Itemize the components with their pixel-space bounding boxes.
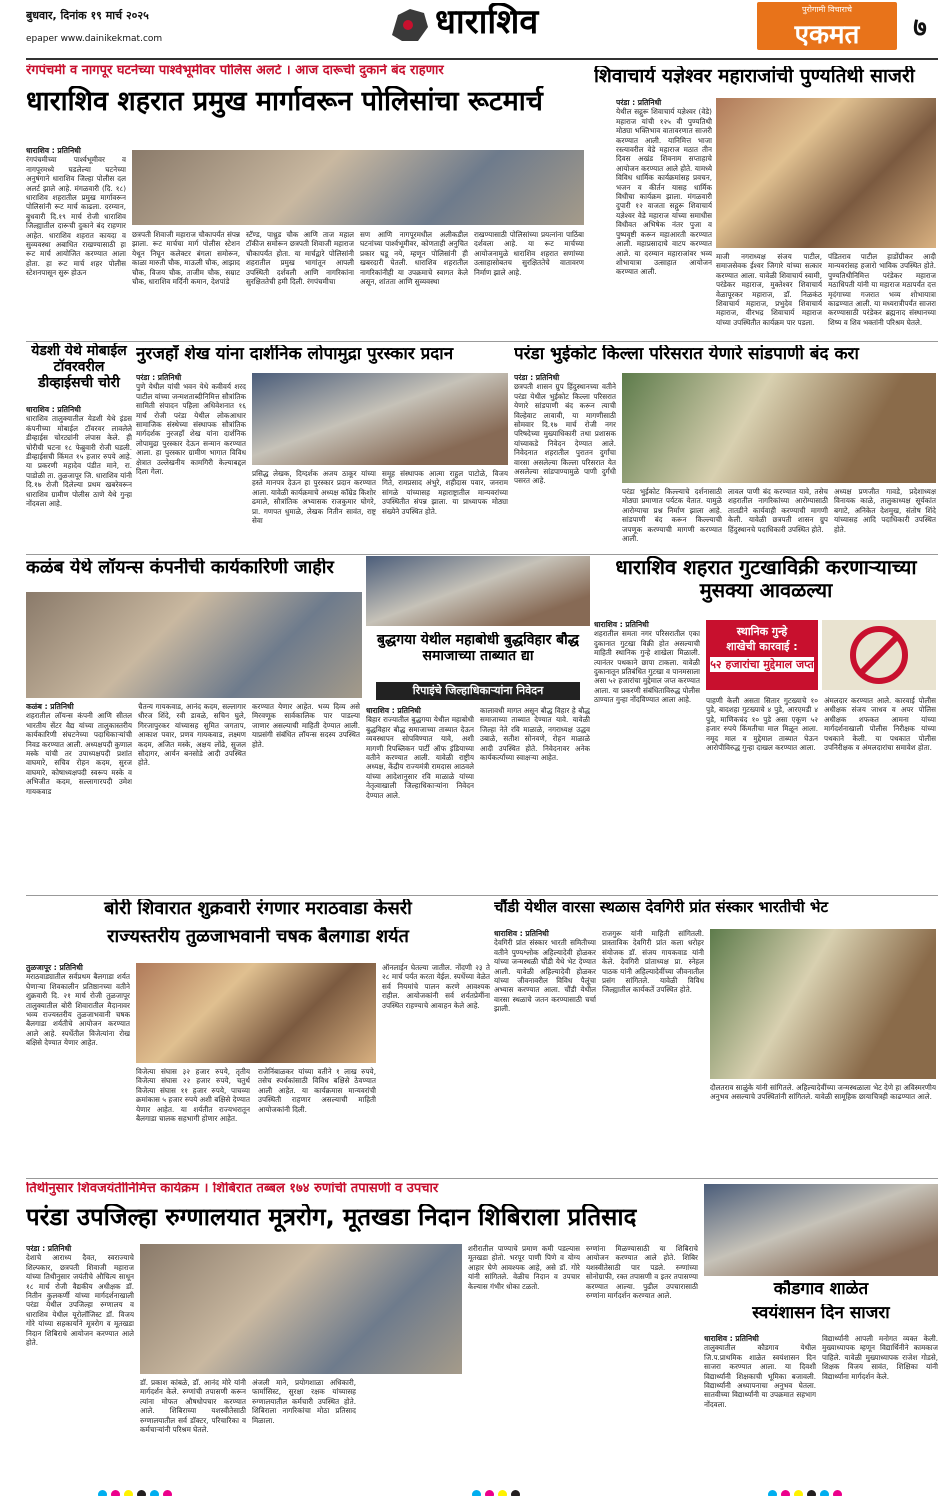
story-column [594,620,700,892]
brand-box [757,2,897,50]
masthead [0,0,945,60]
story-column: दौलतराव साळुंके यांनी सांगितले. अहिल्यादेवींच्या जन्मस्थळाला भेट देणे हा अविस्मरणीय अनुभव असल्याचे उपस्थितांनी सांगितले. यावेळी सामूहिक छायाचित्रही काढण्यात आले. [710,1083,936,1102]
epaper-url[interactable]: epaper www.dainikekmat.com [26,34,163,44]
story-body: शहरातील समता नगर परिसरातील एका दुकानात गुटखा विक्री होत असल्याची माहिती स्थानिक गुन्हे शाखेला मिळाली. त्यानंतर पथकाने छापा टाकला. यावेळी दुकानातून प्रतिबंधित गुटखा व पानमसाला असा ५२ हजारांचा मुद्देमाल जप्त करण्यात आला. या प्रकरणी संबंधिताविरुद्ध पोलीस ठाण्यात गुन्हा नोंदविण्यात आला आहे. [594,629,700,705]
page-number: ७ [913,13,927,43]
story-column: समूह संस्थापक आत्मा राहुल पाटोळे, विजय गिते, रामप्रसाद अंभुरे, शहीदास पवार, जनराम सांगळे यांच्यासह महाराष्ट्रातील मान्यवरांच्या उपस्थितीत संपन्न झाला. या प्राध्यापक मोठ्या संख्येने उपस्थित होते. [382,469,508,516]
edition-name: धाराशिव [435,3,539,42]
story-shivacharya [594,62,938,340]
callout-line: ५२ हजारांचा मुद्देमाल जप्त [710,658,814,671]
registration-marks-center [470,1484,590,1496]
photo-memorandum [622,373,936,483]
story-chondi-visit [494,897,938,1177]
story-body: रंगपंचमीच्या पार्श्वभूमीवर व नागपूरमध्ये घडलेल्या घटनेच्या अनुषंगाने धाराशिव जिल्हा पोलीस दल अलर्ट झाले आहे. मंगळवारी (दि. १८) धाराशिव शहरातील प्रमुख मार्गावरून पोलिसांनी रूट मार्च काढला. दरम्यान, बुधवारी दि.१९ मार्च रोजी धाराशिव जिल्ह्यातील दारूची दुकाने बंद राहणार आहेत. धाराशिव शहरात कायदा व सुव्यवस्था अबाधित राखण्यासाठी हा रूट मार्च आयोजित करण्यात आला होता. हा रूट मार्च शहर पोलीस स्टेशनपासून सुरू होऊन [26,155,126,278]
callout-line: शाखेची कारवाई : [726,640,798,653]
section-rule [26,341,938,342]
story-headline: कळंब येथे लॉयन्स कंपनीची कार्यकारिणी जाहीर [26,558,334,578]
byline: परंडा : प्रतिनिधी [136,373,182,382]
story-kicker: रंगपंचमी व नागपूर घटनेच्या पार्श्वभूमीवर पोलिस अलर्ट । आज दारूची दुकाने बंद राहणार [26,64,444,78]
story-column: राजगुरू यांनी माहिती सांगितली. प्रास्ताविक देवगिरी प्रांत कला धरोहर संयोजक डॉ. संजय गायकवाड यांनी केले. देवगिरी प्रांताध्यक्ष प्रा. स्नेहल पाठक यांनी अहिल्यादेवींच्या जीवनातील प्रसंग सांगितले. यावेळी विविध जिल्ह्यातील कार्यकर्ते उपस्थित होते. [602,929,704,995]
story-paranda-fort [514,343,938,553]
story-column: कालावधी मागत असून बौद्ध विहार हे बौद्ध समाजाच्या ताब्यात देण्यात यावे. यावेळी जिल्हा नेते रवि माळाळे, नगराध्यक्ष उद्धव उबाळे, सतीश सोनवणे, रोहन माळाळे आदी उपस्थित होते. निवेदनावर अनेक कार्यकर्त्यांच्या स्वाक्षऱ्या आहेत. [480,706,590,763]
section-rule [26,1178,938,1179]
byline: तुळजापूर : प्रतिनिधी [26,963,83,972]
callout-line: स्थानिक गुन्हे [736,625,788,638]
story-award [136,343,510,553]
story-column: राजेनिंबाळकर यांच्या वतीने १ लाख रुपये, तसेच स्पर्धकांसाठी विविध बक्षिसे ठेवण्यात आली आहेत. या कार्यक्रमास मान्यवरांची उपस्थिती राहणार असल्याची माहिती आयोजकांनी दिली. [258,1067,376,1114]
story-body: देवगिरी प्रांत संस्कार भारती समितीच्या वतीने पुण्यश्लोक अहिल्यादेवी होळकर यांच्या जन्मस्थळी चौंडी येथे भेट देण्यात आली. यावेळी अहिल्यादेवी होळकर यांच्या जीवनावरील विविध पैलूंचा अभ्यास करण्यात आला. चौंडी येथील वारसा स्थळाचे जतन करण्यासाठी चर्चा झाली. [494,938,596,1014]
story-headline: बुद्धगया येथील महाबोधी बुद्धविहार बौद्ध समाजाच्या ताब्यात द्या [377,632,579,665]
byline: धाराशिव : प्रतिनिधी [26,146,81,155]
story-headline: परंडा भुईकोट किल्ला परिसरात येणारे सांडपाणी बंद करा [514,345,859,364]
story-headline: बोरी शिवारात शुक्रवारी रंगणार मराठवाडा केसरी [104,899,412,919]
story-subhead: रिपाइंचे जिल्हाधिकाऱ्यांना निवेदन [376,682,580,700]
story-column: राखण्यासाठी पोलिसांच्या प्रयत्नांना पाठिंबा दर्शवला आहे. या रूट मार्चच्या आयोजनामुळे धाराशिव शहरात सणांच्या उत्साहासोबतच सुरक्षिततेचे वातावरण निर्माण झाले आहे. [474,230,584,277]
story-column [136,373,246,551]
story-headline: कौडगाव शाळेत [773,1280,869,1299]
section-rule [26,895,938,896]
photo-memorandum-group [366,556,590,626]
story-hospital-camp [26,1180,700,1480]
byline: धाराशिव : प्रतिनिधी [594,620,649,629]
photo-award-ceremony [252,373,508,465]
story-gutkha [594,556,938,894]
photo-chondi-group [710,929,936,1079]
story-column [704,1334,816,1478]
story-body: छत्रपती शासन ग्रुप हिंदुस्थानच्या वतीने परंडा येथील भुईकोट किल्ला परिसरात येणारे सांडपाणी बंद करून त्याची विल्हेवाट लावावी, या मागणीसाठी सोमवार दि.१७ मार्च रोजी नगर परिषदेच्या मुख्याधिकारी तथा प्रशासक यांच्याकडे निवेदन देण्यात आले. निवेदनात शहरातील पुरातन दुर्गांचा वारसा असलेल्या किल्ला परिसरात येत असलेल्या सांडपाण्यामुळे पाणी दुर्गंधी पसरत आहे. [514,382,616,486]
story-column [494,929,596,1175]
story-column: चैतन्य गायकवाड, आनंद कदम, सल्लागार धीरज शिंदे, रवी डावळे, सचिन घुले, गिरजापुरकर यांच्यासह सुमित जगताप, आकाश पवार, प्रणव गायकवाड, लक्ष्मण कदम, अजित मस्के, अक्षय लोंढे, सुजल सौदागर, आर्यन बनसोडे आदी उपस्थित होते. [138,702,246,768]
story-headline: धाराशिव शहरात गुटखाविक्री करणाऱ्याच्या मुसक्या आवळल्या [615,556,917,602]
story-tower-theft [26,343,132,553]
story-headline: चौंडी येथील वारसा स्थळास देवगिरी प्रांत संस्कार भारतीची भेट [494,899,829,916]
story-column [26,405,132,551]
story-column [26,146,126,336]
story-column: प्रसिद्ध लेखक, दिग्दर्शक अजय ठाकूर यांच्या हस्ते मानपत्र देऊन हा पुरस्कार प्रदान करण्यात आला. यावेळी कार्यक्रमाचे अध्यक्ष कॉम्रेड किशोर ढमाले, सौत्रांतिक अभ्यासक राजकुमार घोगरे, प्रा. गणपत धुमाळे, लेखक नितीन सावंत, राष्ट्र सेवा [252,469,376,526]
story-column [366,706,474,892]
byline: परंडा : प्रतिनिधी [616,98,662,107]
story-headline: शिवाचार्य यज्ञेश्वर महाराजांची पुण्यतिथी साजरी [594,66,915,87]
story-body: शहरातील लॉयन्स कंपनी आणि सीतल भारतीय सेंटर वैद्य यांच्या तालुकास्तरीय कार्यकारिणी संघटनेच्या पदाधिकाऱ्यांची निवड करण्यात आली. अध्यक्षपदी कुणाल मस्के यांची तर उपाध्यक्षपदी प्रशांत वाघमारे, सचिव रोहन कदम, सुरज वाघमारे, कोषाध्यक्षपदी स्वरूप मस्के व अभिजीत कदम, सल्लागारपदी उमेश गायकवाड [26,711,132,796]
story-column: अध्यक्ष प्रणजीत गावडे, प्रदेशाध्यक्ष विनायक काळे, तालुकाध्यक्ष सूर्यकांत बगाटे, अनिकेत देशमुख, संतोष शिंदे यांच्यासह आदि पदाधिकारी उपस्थित होते. [834,487,936,534]
section-rule [26,554,938,555]
story-column: विजेत्या संघास ३२ हजार रुपये, तृतीय विजेत्या संघास २२ हजार रुपये, चतुर्थ विजेत्या संघास ११ हजार रुपये, पाचव्या क्रमांकास ५ हजार रुपये अशी बक्षिसे देण्यात येणार आहेत. या शर्यतीत राज्यभरातून बैलगाडा चालक सहभागी होणार आहेत. [136,1067,250,1124]
photo-lions-group [26,592,362,698]
story-body: देशाचे आराध्य दैवत, स्वराज्याचे शिल्पकार, छत्रपती शिवाजी महाराज यांच्या तिथीनुसार जयंतीचे औचित्य साधून १८ मार्च रोजी वैद्यकीय अधीक्षक डॉ. नितीन कुलकर्णी यांच्या मार्गदर्शनाखाली परंडा येथील उपजिल्हा रुग्णालय व धाराशिव येथील यूरोलॉजिस्ट डॉ. विजय गोरे यांच्या सहकार्याने मूत्ररोग व मूतखडा निदान शिबिराचे आयोजन करण्यात आले होते. [26,1253,134,1348]
story-column [514,373,616,551]
story-body: धाराशिव तालुक्यातील येडशी येथे इंडस कंपनीच्या मोबाईल टॉवरवर लावलेले डीव्हाईस चोरट्यांनी लंपास केले. ही चोरीची घटना १८ फेब्रुवारी रोजी घडली. डीव्हाईसची किंमत १५ हजार रुपये आहे. या प्रकरणी महादेव पंडीत माने, रा. पाडोळी ता. तुळजापूर जि. धाराशिव यांनी दि.१७ रोजी दिलेल्या प्रथम खबरेवरून धाराशिव ग्रामीण पोलीस ठाणे येथे गुन्हा नोंदवला आहे. [26,414,132,509]
story-column [26,1244,134,1478]
photo-puja [716,98,936,248]
story-column: पाहणी केली असता सितार गुटख्याचे १० पुडे, बादशहा गुटख्याचे ४ पुडे, आरएमडी ४ पुडे, माणिकचंद १० पुडे असा एकूण ५२ हजार रुपये किंमतीचा माल मिळून आला. नमूद माल व मुद्देमाल ताब्यात घेऊन आरोपीविरुद्ध गुन्हा दाखल करण्यात आला. [706,696,818,753]
story-column [616,98,712,334]
story-bullock-race [26,897,490,1177]
story-body: बिहार राज्यातील बुद्धगया येथील महाबोधी बुद्धविहार बौद्ध समाजाच्या ताब्यात देऊन व्यवस्थापन सोपविण्यात यावे, अशी मागणी रिपब्लिकन पार्टी ऑफ इंडियाच्या वतीने करण्यात आली. यावेळी राष्ट्रीय अध्यक्ष, केंद्रीय राज्यमंत्री रामदास आठवले यांच्या आदेशानुसार रवि माळाळे यांच्या नेतृत्वाखाली जिल्हाधिकाऱ्यांना निवेदन देण्यात आले. [366,715,474,800]
story-body: येथील सद्गुरू शिवाचार्य यज्ञेश्वर (वेडे) महाराज यांची १२५ वी पुण्यतिथी मोठ्या भक्तिभाव वातावरणात साजरी करण्यात आली. यानिमित्त भाजा रस्त्यावरील वेडे महाराज मठात तीन दिवस अखंड शिवनाम सप्ताहाचे आयोजन करण्यात आले होते. यामध्ये विविध धार्मिक कार्यक्रमांसह प्रवचन, भजन व कीर्तन यासह धार्मिक विधीचा कार्यक्रम झाला. मंगळवारी दुपारी १२ वाजता सद्गुरू शिवाचार्य यज्ञेश्वर वेडे महाराज यांच्या समाधीस विधीवत अभिषेक नंतर पुजा व पुष्पवृष्टी करून महाआरती करण्यात आली. महाप्रसादाचे वाटप करण्यात आले. या दरम्यान महाराजांवर भव्य शोभायात्रा उत्साहात आयोजन करण्यात आली. [616,107,712,277]
story-body: तालुक्यातील कौडगाव येथील जि.प.प्राथमिक शाळेत स्वयंशासन दिन साजरा करण्यात आला. या दिवशी विद्यार्थ्यांनी शिक्षकाची भूमिका बजावली. विद्यार्थ्यांनी अध्यापनाचा अनुभव घेतला. सातवीच्या विद्यार्थ्यांनी या उपक्रमात सहभाग नोंदवला. [704,1343,816,1409]
byline: धाराशिव : प्रतिनिधी [704,1334,759,1343]
story-column: अंजली माने, प्रयोगशाळा अधिकारी, फार्मासिस्ट, सुरक्षा रक्षक यांच्यासह रुग्णालयातील कर्मचारी उपस्थित होते. शिबिराला नागरिकांचा मोठा प्रतिसाद मिळाला. [252,1378,356,1425]
story-lions-committee [26,556,362,894]
story-column: छत्रपती शिवाजी महाराज चौकापर्यंत संपन्न झाला. रूट मार्चचा मार्ग पोलीस स्टेशन येथून निघून कलेक्टर बंगला समोरून, काळा मारुती चौक, माऊली चौक, आझाद चौक, विजय चौक, ताजीम चौक, सम्राट चौक, धाराशिव मर्दिनी कमान, देशपांडे [132,230,240,287]
story-column: रुग्णांना मिळण्यासाठी या शिबिराचे आयोजन करण्यात आले होते. शिबिर यशस्वीतेसाठी पार पडले. रुग्णांच्या सोनोग्राफी, रक्त तपासणी व इतर तपासण्या करण्यात आल्या. पुढील उपचारासाठी रुग्णांना मार्गदर्शन करण्यात आले. [586,1244,698,1301]
story-school-selfgov [704,1180,938,1480]
story-column: सण आणि नागपूरमधील अलीकडील घटनांच्या पार्श्वभूमीवर, कोणताही अनुचित प्रकार घडू नये, म्हणून पोलिसांनी ही खबरदारी घेतली. धाराशिव शहरातील नागरिकांनीही या उपक्रमाचे स्वागत केले असून, शांतता आणि सुव्यवस्था [360,230,468,287]
story-column: शरीरातील पाण्याचे प्रमाण कमी पडल्यास मूतखडा होतो. भरपूर पाणी पिणे व योग्य आहार घेणे आवश्यक आहे, असे डॉ. गोरे यांनी सांगितले. वेळीच निदान व उपचार केल्यास गंभीर धोका टळतो. [468,1244,580,1291]
byline: धाराशिव : प्रतिनिधी [494,929,549,938]
story-column: माजी नगराध्यक्ष संजय पाटील, समाजसेवक ईश्वर जिगारे यांच्या सत्कार करण्यात आला. यावेळी शिवाचार्य स्वामी, परंडेकर महाराज, मुक्तेश्वर शिवाचार्य वेळापूरकर महाराज, डॉ. निळकंठ शिवाचार्य महाराज, प्रभुदेव शिवाचार्य महाराज, वीरभद्र शिवाचार्य महाराज यांच्या उपस्थितीत कार्यक्रम पार पडला. [716,252,822,327]
photo-bullock-race [136,963,376,1063]
story-column: लावल पाणी बंद करण्यात यावे, तसेच शहरातील नागरिकांच्या आरोग्यासाठी तातडीने कार्यवाही करण्याची मागणी केली. यावेळी छत्रपती शासन ग्रुप हिंदुस्थानचे पदाधिकारी उपस्थित होते. [728,487,828,534]
photo-school-students [704,1184,938,1276]
story-police-routemarch [26,62,588,340]
story-headline: धाराशिव शहरात प्रमुख मार्गावरून पोलिसांचा रूटमार्च [26,86,543,117]
story-headline: राज्यस्तरीय तुळजाभवानी चषक बैलगाडा शर्यत [107,927,409,947]
callout-box [706,620,818,690]
byline: परंडा : प्रतिनिधी [26,1244,72,1253]
byline: परंडा : प्रतिनिधी [514,373,560,382]
photo-police-march [132,150,584,225]
registration-marks-left [96,1484,256,1496]
story-headline: स्वयंशासन दिन साजरा [752,1304,890,1323]
story-column: विद्यार्थ्यांनी आपली मनोगत व्यक्त केली. मुख्याध्यापक म्हणून विद्यार्थिनीने कामकाज पाहिले. यावेळी मुख्याध्यापक राजेश गोडसे, शिक्षक विजय सावंत, शिक्षिका यांनी विद्यार्थ्यांना मार्गदर्शन केले. [822,1334,938,1381]
byline: धाराशिव : प्रतिनिधी [366,706,421,715]
story-column: डॉ. प्रकाश कांबळे, डॉ. आनंद मोरे यांनी मार्गदर्शन केले. रुग्णांची तपासणी करून त्यांना मोफत औषधोपचार करण्यात आले. शिबिराच्या यशस्वीतेसाठी रुग्णालयातील सर्व डॉक्टर, परिचारिका व कर्मचाऱ्यांनी परिश्रम घेतले. [140,1378,246,1435]
map-emblem-icon [388,5,432,45]
story-bodhgaya [366,556,590,894]
story-column: पंडितराव पाटील हाडोंग्रीकर आदी मान्यवरांसह हजारो भाविक उपस्थित होते. पुण्यतिथीनिमित्त परंडेकर महाराज मठाधिपती यांनी या महाराज मठापर्यंत दत्त मृदंगाच्या गजरात भव्य शोभायात्रा काढण्यात आली. या मध्यरात्रीपर्यंत साजरा करण्यासाठी परंडेकर ब्रह्मनाद संस्थानच्या शिष्य व शिव भक्तांनी परिश्रम घेतले. [828,252,936,327]
story-headline: येडशी येथे मोबाईल टॉवरवरील डीव्हाईसची चोरी [31,343,127,392]
no-tobacco-icon [822,620,936,690]
byline: धाराशिव : प्रतिनिधी [26,405,81,414]
story-headline: नुरजहाँ शेख यांना दार्शनिक लोपामुद्रा पुरस्कार प्रदान [136,345,454,364]
registration-marks-right [766,1484,926,1496]
photo-hospital-camp [140,1244,462,1374]
story-column: ऑनलाईन घेतल्या जातील. नोंदणी २३ ते २८ मार्च पर्यंत करता येईल. स्पर्धेच्या वेळेत सर्व नियमांचे पालन करणे आवश्यक राहील. आयोजकांनी सर्व शर्यतप्रेमींना उपस्थित राहण्याचे आवाहन केले आहे. [382,963,490,1010]
brand-logo: एकमत [794,20,860,49]
story-column: स्टॅण्ड, पाथ्रुड चौक आणि ताज महाल टॉकीज समोरून छत्रपती शिवाजी महाराज चौकापर्यंत होता. या मार्चद्वारे पोलिसांनी शहरातील प्रमुख भागांतून आपली उपस्थिती दर्शवली आणि नागरिकांना सुरक्षिततेची हमी दिली. रंगपंचमीचा [246,230,354,287]
byline: कळंब : प्रतिनिधी [26,702,74,711]
story-column: अंमलदार करण्यात आले. कारवाई पोलीस अधीक्षक संजय जाधव व अपर पोलिस अधीक्षक शफकत आमना यांच्या मार्गदर्शनाखाली पोलीस निरीक्षक यांच्या पथकाने केली. या पथकात पोलीस उपनिरीक्षक व अंमलदारांचा समावेश होता. [824,696,936,753]
story-column [26,702,132,892]
story-column: परंडा भुईकोट किल्ल्याचे दर्शनासाठी मोठ्या प्रमाणात पर्यटक येतात. यामुळे आरोग्याचा प्रश्न निर्माण झाला आहे. सांडपाणी बंद करून किल्ल्याची जपणूक करण्याची मागणी करण्यात आली. [622,487,722,544]
story-headline: परंडा उपजिल्हा रुग्णालयात मूत्ररोग, मूतखडा निदान शिबिराला प्रतिसाद [26,1204,637,1231]
story-body: मराठवाड्यातील सर्वप्रथम बैलगाडा शर्यत घेणाऱ्या शिवकालीन प्रतिष्ठानच्या वतीने शुक्रवारी दि. २१ मार्च रोजी तुळजापूर तालुक्यातील बोरी शिवारातील मैदानावर भव्य राज्यस्तरीय तुळजाभवानी चषक बैलगाडा शर्यतीचे आयोजन करण्यात आले आहे. स्पर्धेतील विजेत्यांना रोख बक्षिसे देण्यात येणार आहेत. [26,972,130,1048]
story-body: पुणे येथील यांची भवन येथे कवीवर्य शरद पाटील यांच्या जन्मशताब्दीनिमित्त सौत्रांतिक सामिती संपादन पहिला अधिवेशनात १६ मार्च रोजी परंडा येथील लोकआधार सामाजिक संस्थेच्या संस्थापक सौत्रांतिक मार्गदर्शक नुरजहाँ शेख यांना दार्शनिक लोपामुद्रा पुरस्कार देऊन सन्मान करण्यात आला. हा पुरस्कार ग्रामीण भागात विविध क्षेत्रात उल्लेखनीय कामगिरी केल्याबद्दल दिला गेला. [136,382,246,477]
brand-tagline: पुरोगामी विचाराचे [802,5,852,14]
date-line: बुधवार, दिनांक १९ मार्च २०२५ [26,9,149,22]
story-kicker: तिथीनुसार शिवजयंतीनिमित्त कार्यक्रम । शिबिरात तब्बल १७४ रुणांची तपासणी व उपचार [26,1182,439,1196]
masthead-rule [26,58,938,60]
story-column [26,963,130,1175]
story-column: करण्यात येणार आहेत. भव्य दिव्य असे मिरवणूक सार्वकालिक पार पाडल्या जाणार असल्याची माहिती देण्यात आली. याप्रसंगी संबंधित लॉयन्स सदस्य उपस्थित होते. [252,702,360,749]
